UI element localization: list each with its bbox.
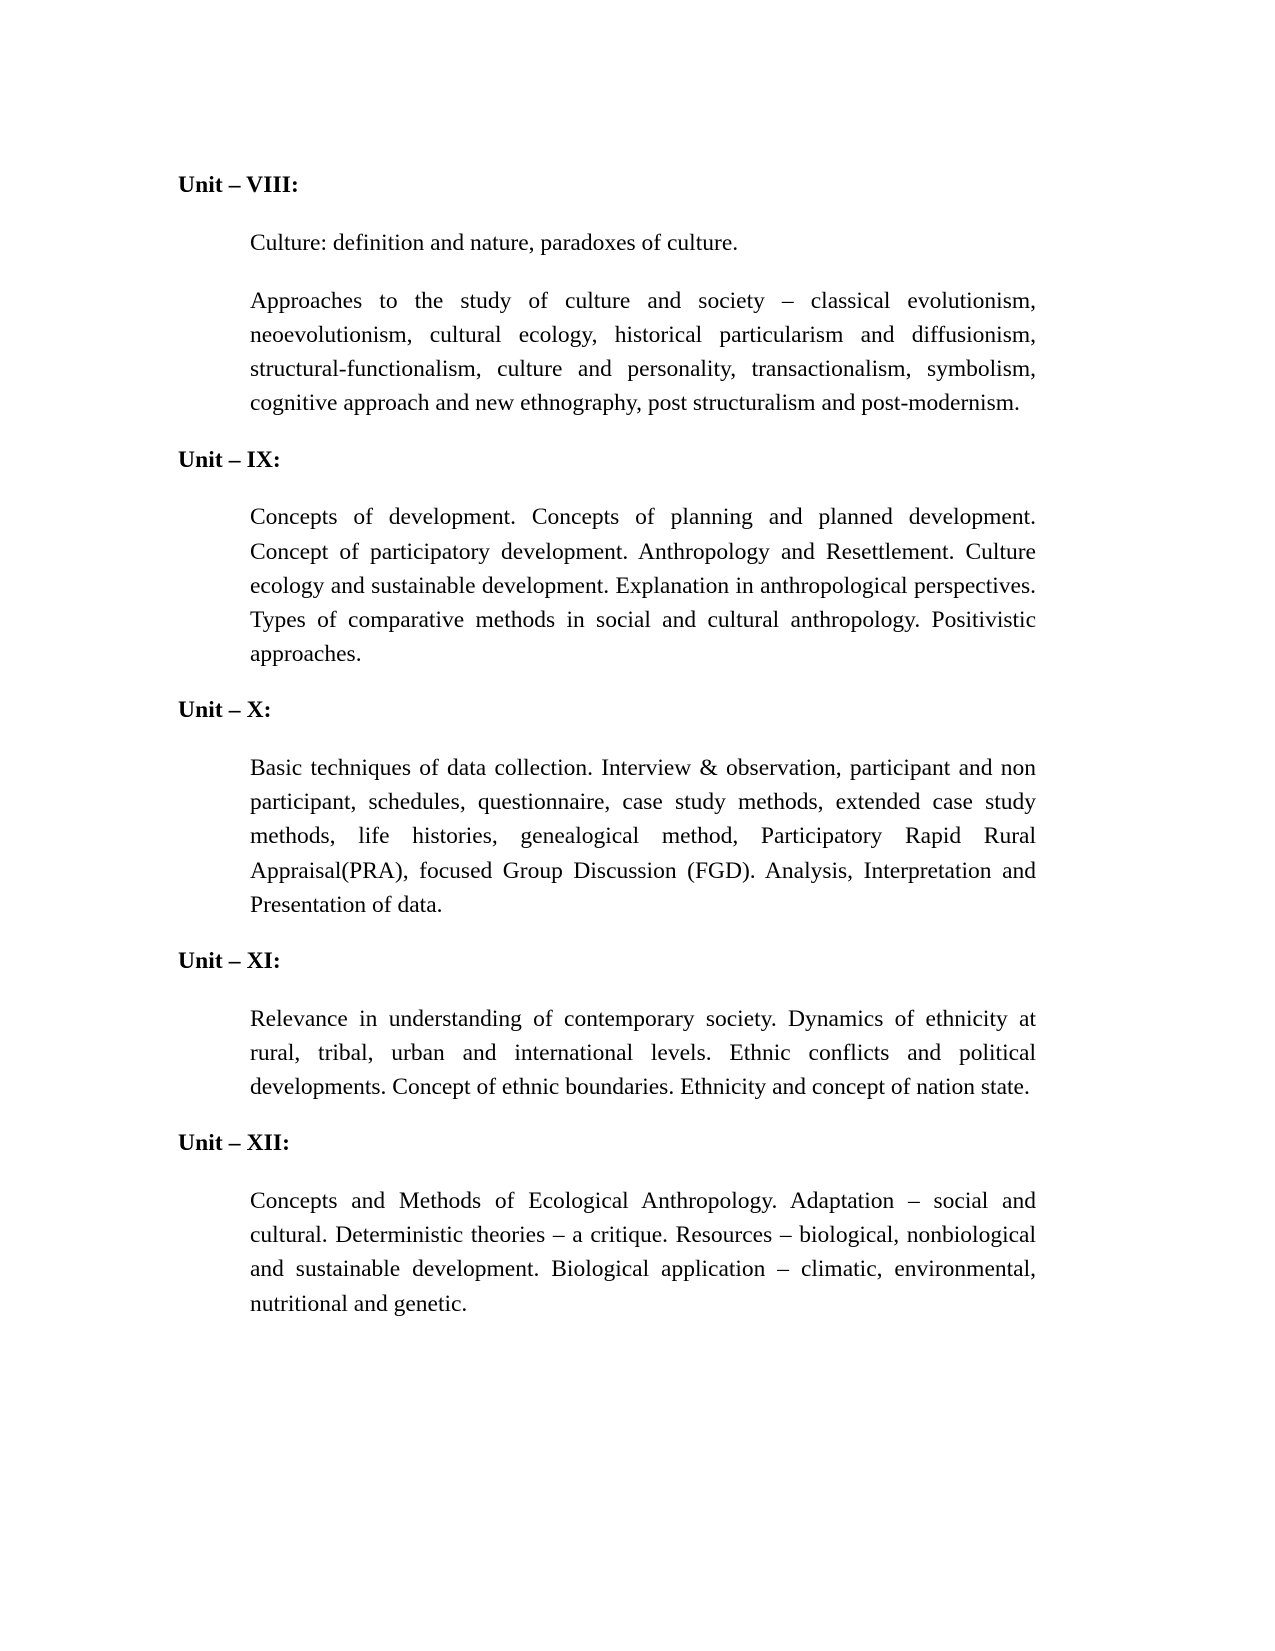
unit-body-xii: [178, 1184, 1036, 1321]
unit-paragraph: Concepts of development. Concepts of planning and planned development. Concept of participatory development. Anthropology and Resettlement. Culture ecology and sustainable development. Explanation in anthropological perspectives. Types of comparative methods in social and cultural anthropology. Positivistic approaches.: [250, 504, 1036, 668]
unit-heading-x: Unit – X:: [178, 697, 272, 724]
document-body: [178, 172, 1036, 1321]
unit-section-ix: [178, 447, 1036, 672]
unit-body-x: [178, 751, 1036, 922]
unit-paragraph: Approaches to the study of culture and society – classical evolutionism, neoevolutionism, cultural ecology, historical particularism and diffusionism, structural-functionalism, culture and personality, transactionalism, symbolism, cognitive approach and new ethnography, post structuralism and post-modernism.: [250, 287, 1036, 417]
spacer: [250, 260, 1036, 284]
unit-heading-viii: Unit – VIII:: [178, 172, 299, 198]
spacer: [178, 976, 1036, 1002]
unit-section-x: [178, 697, 1036, 922]
unit-heading-xii: Unit – XII:: [178, 1130, 291, 1157]
spacer: [178, 200, 1036, 226]
unit-body-xi: [178, 1002, 1036, 1105]
spacer: [178, 725, 1036, 751]
spacer: [178, 421, 1036, 447]
unit-section-xi: [178, 948, 1036, 1104]
unit-body-ix: [178, 500, 1036, 671]
unit-heading-xi: Unit – XI:: [178, 947, 281, 974]
unit-section-viii: [178, 172, 1036, 421]
unit-paragraph: Relevance in understanding of contemporary society. Dynamics of ethnicity at rural, tribal, urban and international levels. Ethnic conflicts and political developments. Concept of ethnic boundaries. Ethnicity and concept of nation state.: [250, 1005, 1036, 1101]
unit-paragraph: Culture: definition and nature, paradoxes of culture.: [250, 229, 739, 256]
spacer: [178, 922, 1036, 948]
unit-paragraph: Basic techniques of data collection. Interview & observation, participant and non participant, schedules, questionnaire, case study methods, extended case study methods, life histories, genealogical method, Participatory Rapid Rural Appraisal(PRA), focused Group Discussion (FGD). Analysis, Interpretation and Presentation of data.: [250, 755, 1036, 918]
spacer: [178, 671, 1036, 697]
spacer: [178, 1158, 1036, 1184]
spacer: [178, 474, 1036, 500]
unit-paragraph: Concepts and Methods of Ecological Anthropology. Adaptation – social and cultural. Deterministic theories – a critique. Resources – biological, nonbiological and sustainable development. Biological application – climatic, environmental, nutritional and genetic.: [250, 1187, 1036, 1317]
unit-body-viii: [178, 226, 1036, 421]
spacer: [178, 1104, 1036, 1130]
unit-heading-ix: Unit – IX:: [178, 446, 281, 473]
unit-section-xii: [178, 1130, 1036, 1320]
